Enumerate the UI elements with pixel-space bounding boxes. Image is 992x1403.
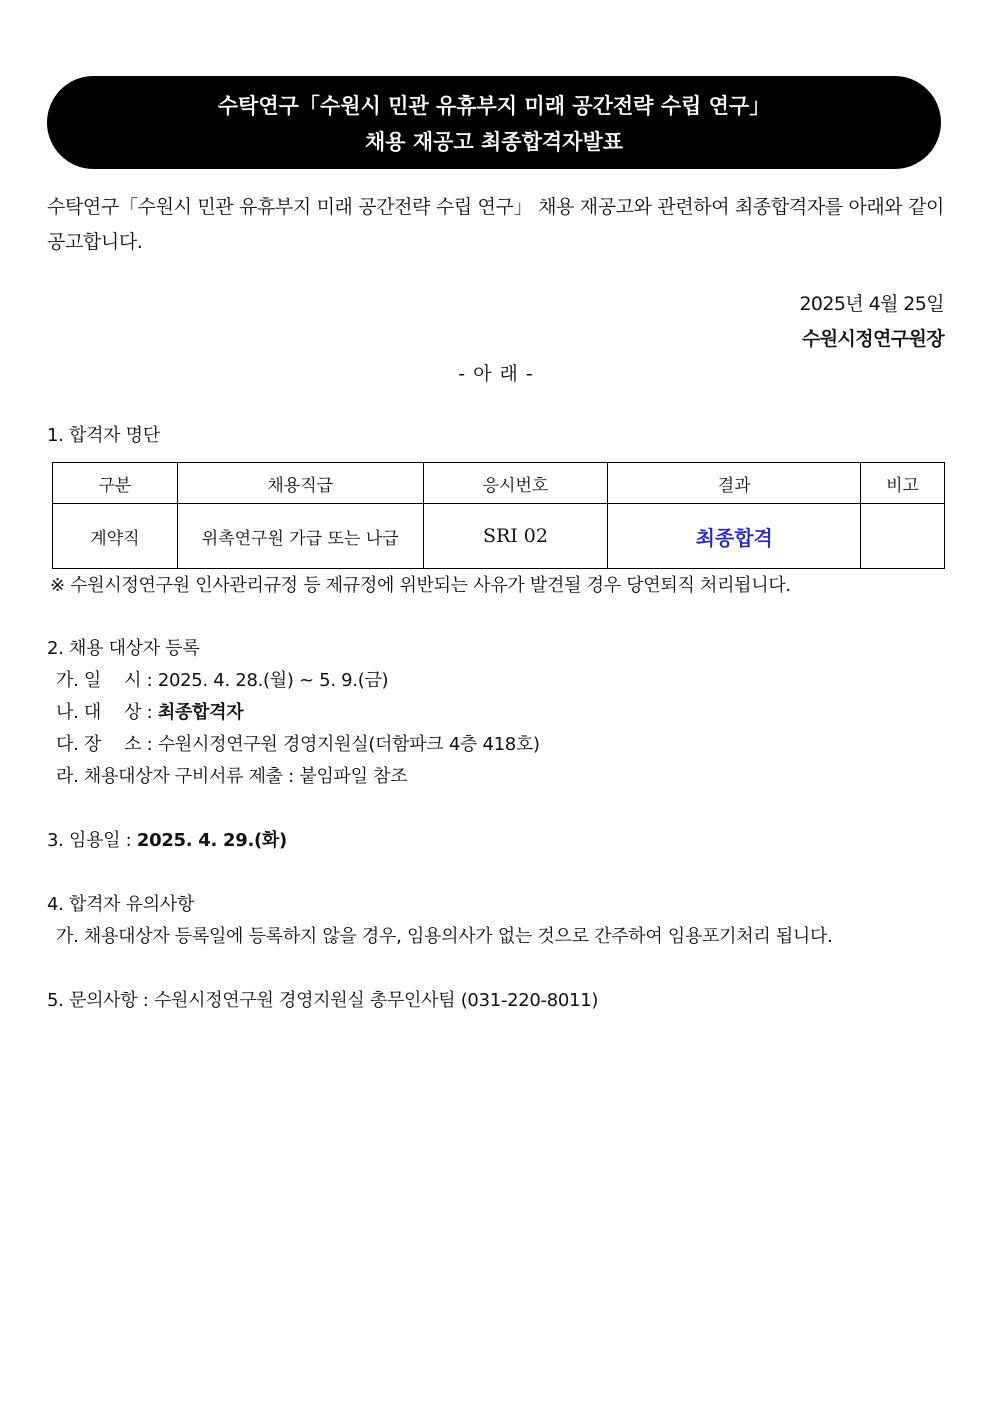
item-value: 붙임파일 참조 [299,766,408,787]
item-value: 최종합격자 [157,702,244,723]
appointment-value: 2025. 4. 29.(화) [136,830,287,851]
section-1-heading: 1. 합격자 명단 [47,425,160,446]
issuer-name: 수원시정연구원장 [801,328,944,350]
section-4-heading: 4. 합격자 유의사항 [47,894,195,915]
cell-category: 계약직 [53,504,178,569]
title-banner [47,76,941,169]
header-position: 채용직급 [177,463,423,504]
title-line-2: 채용 재공고 최종합격자발표 [364,130,624,154]
header-remarks: 비고 [861,463,945,504]
intro-paragraph: 수탁연구「수원시 민관 유휴부지 미래 공간전략 수립 연구」 채용 재공고와 관련하여 최종합격자를 아래와 같이 공고합니다. [47,196,944,253]
section-4-item: 가. 채용대상자 등록일에 등록하지 않을 경우, 임용의사가 없는 것으로 간주하여 임용포기처리 됩니다. [56,926,833,947]
item-value: 2025. 4. 28.(월) ~ 5. 9.(금) [157,670,389,691]
section-2-item-documents [56,762,407,792]
cell-remarks [861,504,945,569]
below-marker: - 아 래 - [458,363,534,385]
section-3-appointment-date [47,826,287,856]
header-category: 구분 [53,463,178,504]
item-label: 다. 장 소 : [56,734,158,755]
item-label: 라. 채용대상자 구비서류 제출 : [56,766,300,787]
section-2-item-location [56,730,540,760]
cell-result: 최종합격 [608,504,861,569]
section-2-item-target [56,698,243,728]
section-2-item-schedule [56,666,388,696]
table-row [53,504,945,569]
cell-position: 위촉연구원 가급 또는 나급 [177,504,423,569]
appointment-label: 3. 임용일 : [47,830,137,851]
section-2-heading: 2. 채용 대상자 등록 [47,638,200,659]
table-header-row [53,463,945,504]
announcement-date: 2025년 4월 25일 [799,293,944,315]
successful-candidates-table [52,462,945,569]
item-label: 나. 대 상 : [56,702,158,723]
cell-applicant-number: SRI 02 [423,504,608,569]
header-applicant-number: 응시번호 [423,463,608,504]
table-note: ※ 수원시정연구원 인사관리규정 등 제규정에 위반되는 사유가 발견될 경우 당연퇴직 처리됩니다. [50,575,791,596]
title-line-1: 수탁연구「수원시 민관 유휴부지 미래 공간전략 수립 연구」 [217,94,771,118]
section-5-inquiry: 5. 문의사항 : 수원시정연구원 경영지원실 총무인사팀 (031-220-8011) [47,990,599,1011]
item-value: 수원시정연구원 경영지원실(더함파크 4층 418호) [157,734,540,755]
item-label: 가. 일 시 : [56,670,158,691]
header-result: 결과 [608,463,861,504]
